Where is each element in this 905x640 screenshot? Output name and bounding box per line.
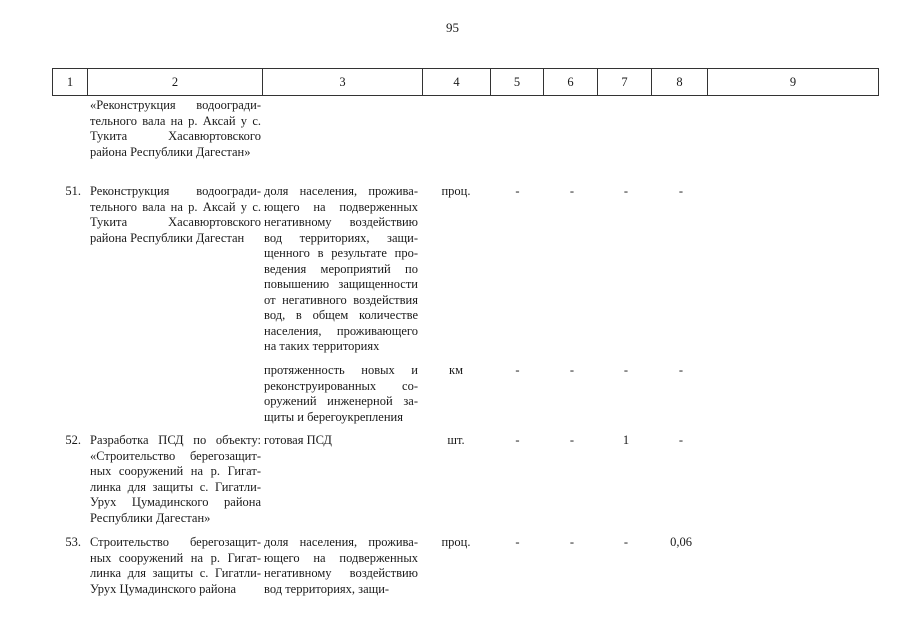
- header-col-2: 2: [87, 69, 262, 95]
- row-name: Строительство берегозащит-ных сооружений на р. Гигат-линка для защиты с. Гигатли-Урух Цумадинского района: [90, 535, 261, 596]
- indicator-text: доля населения, прожива-ющего на подверженных негативному воздействию вод территориях, защи-: [264, 535, 418, 596]
- value-col-7: 1: [622, 433, 630, 447]
- value-col-7: -: [623, 363, 629, 377]
- header-col-1: 1: [52, 69, 87, 95]
- indicator-unit: проц.: [441, 184, 471, 198]
- value-col-7: -: [623, 184, 629, 198]
- value-col-6: -: [569, 363, 575, 377]
- table-header: [52, 68, 879, 96]
- value-col-6: -: [569, 535, 575, 549]
- header-col-7: 7: [597, 69, 651, 95]
- indicator-unit: проц.: [441, 535, 471, 549]
- value-col-8: -: [678, 184, 684, 198]
- value-col-6: -: [569, 184, 575, 198]
- row-number: 53.: [65, 535, 81, 549]
- value-col-8: -: [678, 363, 684, 377]
- value-col-5: -: [515, 535, 520, 549]
- indicator-unit: шт.: [447, 433, 465, 447]
- value-col-7: -: [623, 535, 629, 549]
- indicator-text: протяженность новых и реконструированных со-оружений инженерной за-щиты и берегоукрепления: [264, 363, 418, 424]
- value-col-8: -: [678, 433, 684, 447]
- header-col-6: 6: [543, 69, 597, 95]
- value-col-5: -: [515, 184, 520, 198]
- value-col-6: -: [569, 433, 575, 447]
- row-name: Разработка ПСД по объекту: «Строительство берегозащит-ных сооружений на р. Гигат-линка для защиты с. Гигатли-Урух Цумадинского района Республики Дагестан»: [90, 433, 261, 525]
- header-col-5: 5: [490, 69, 543, 95]
- indicator-unit: км: [449, 363, 463, 377]
- indicator-text: готовая ПСД: [264, 433, 332, 447]
- row-name: Реконструкция водоогради-тельного вала на р. Аксай у с. Тукита Хасавюртовского района Республики Дагестан: [90, 184, 261, 245]
- value-col-5: -: [515, 363, 520, 377]
- value-col-5: -: [515, 433, 520, 447]
- indicator-text: доля населения, прожива-ющего на подверженных негативному воздействию вод территориях, защи-щенного в результате про-ведения мероприятий по повышению защищенности от негативного воздействия вод, в общем количестве населения, проживающего на таких территориях: [264, 184, 418, 353]
- row-number: 51.: [65, 184, 81, 198]
- header-col-9: 9: [707, 69, 879, 95]
- row-number: 52.: [65, 433, 81, 447]
- header-col-8: 8: [651, 69, 707, 95]
- header-col-4: 4: [422, 69, 490, 95]
- continuation-name: «Реконструкция водоогради-тельного вала на р. Аксай у с. Тукита Хасавюртовского района Республики Дагестан»: [90, 98, 261, 159]
- value-col-8: 0,06: [670, 535, 692, 549]
- page-number: 95: [446, 20, 459, 35]
- header-col-3: 3: [262, 69, 422, 95]
